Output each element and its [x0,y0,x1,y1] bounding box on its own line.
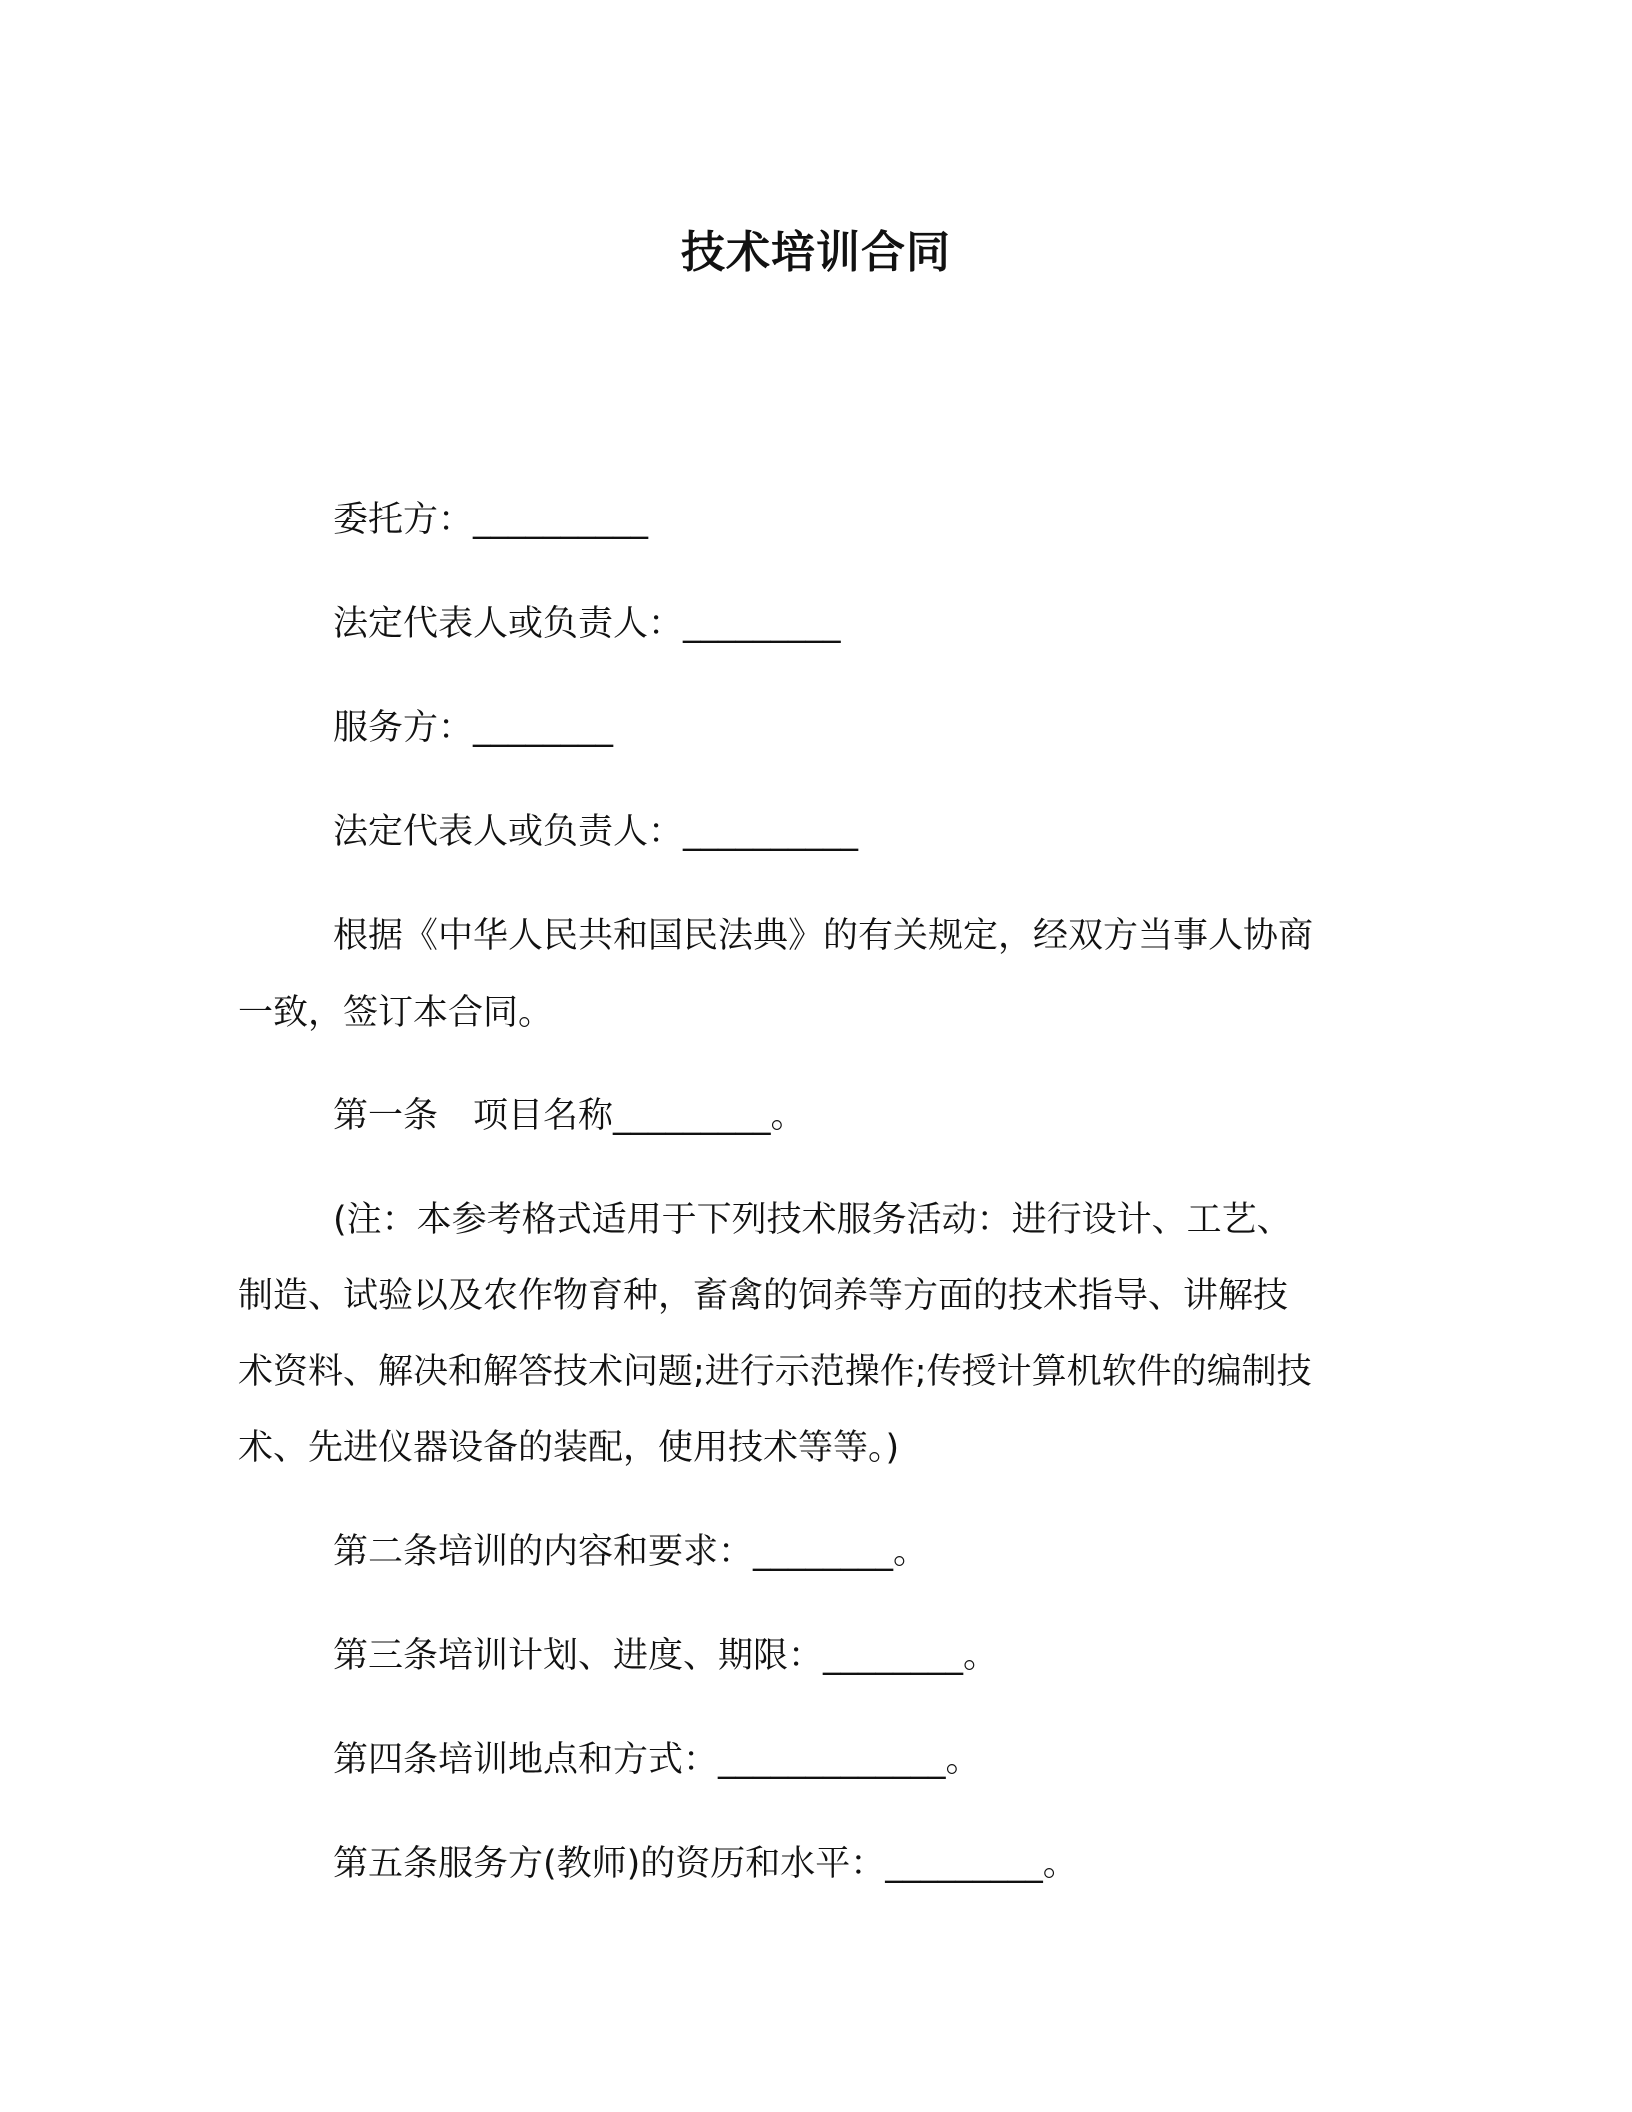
article-5: 第五条服务方(教师)的资历和水平：_________。 [333,1844,1078,1884]
note-line-3: 术资料、解决和解答技术问题;进行示范操作;传授计算机软件的编制技 [238,1352,1312,1392]
article-4: 第四条培训地点和方式：_____________。 [333,1740,981,1780]
client-party-line: 委托方：__________ [333,500,649,540]
article-1: 第一条 项目名称_________。 [333,1096,806,1136]
document-title: 技术培训合同 [681,227,951,278]
client-representative-line: 法定代表人或负责人：_________ [333,604,841,644]
note-line-4: 术、先进仪器设备的装配，使用技术等等。) [238,1428,900,1468]
article-3: 第三条培训计划、进度、期限：________。 [333,1636,999,1676]
service-representative-line: 法定代表人或负责人：__________ [333,812,859,852]
service-party-line: 服务方：________ [333,708,614,748]
preamble-line-2: 一致，签订本合同。 [238,993,554,1033]
note-line-2: 制造、试验以及农作物育种，畜禽的饲养等方面的技术指导、讲解技 [238,1276,1289,1316]
article-2: 第二条培训的内容和要求：________。 [333,1532,929,1572]
preamble-line-1: 根据《中华人民共和国民法典》的有关规定，经双方当事人协商 [333,916,1314,956]
note-line-1: (注：本参考格式适用于下列技术服务活动：进行设计、工艺、 [333,1200,1292,1240]
